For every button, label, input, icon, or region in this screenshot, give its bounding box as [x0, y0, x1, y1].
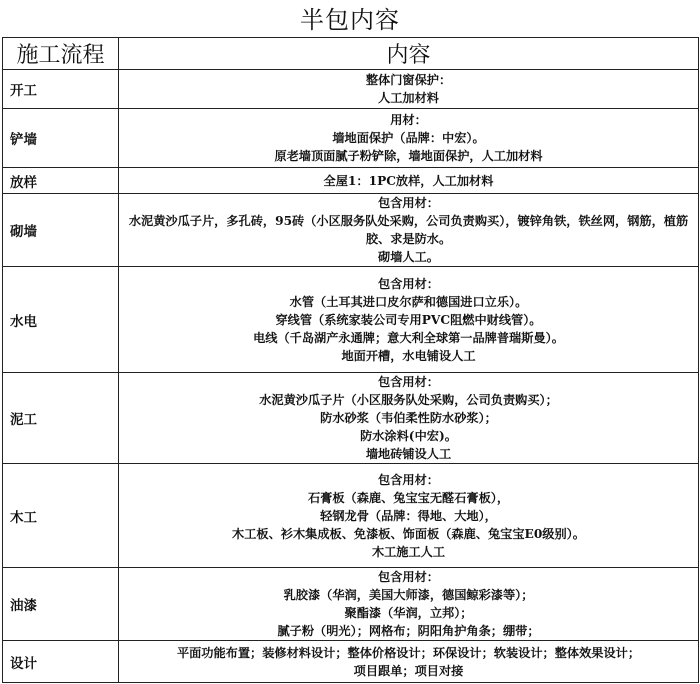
content-line: 穿线管（系统家装公司专用PVC阻燃中财线管）。: [275, 312, 542, 327]
table-row: [3, 267, 699, 373]
content-cell: [119, 568, 699, 641]
content-line: 水泥黄沙瓜子片，多孔砖，95砖（小区服务队处采购，公司负责购买），镀锌角铁，铁丝网，钢筋，植筋胶、求是防水。: [128, 214, 689, 246]
content-cell: [119, 168, 699, 194]
content-line: 原老墙顶面腻子粉铲除，墙地面保护，人工加材料: [274, 149, 543, 163]
stage-cell: 放样: [3, 168, 119, 194]
content-line: 聚酯漆（华润，立邦）；: [344, 606, 473, 620]
stage-cell: 泥工: [3, 373, 119, 464]
content-line: 电线（千岛湖产永通牌；意大利全球第一品牌普瑞斯曼）。: [253, 330, 564, 345]
content-line: 墙地砖铺设人工: [365, 447, 452, 461]
content-line: 全屋1：1PC放样，人工加材料: [323, 173, 494, 188]
stage-cell: 铲墙: [3, 109, 119, 168]
stage-cell: 水电: [3, 267, 119, 373]
stage-cell: 砌墙: [3, 194, 119, 267]
content-line: 平面功能布置；装修材料设计；整体价格设计；环保设计；软装设计；整体效果设计；: [176, 645, 641, 660]
content-line: 木工施工人工: [371, 544, 446, 559]
content-line: 砌墙人工。: [378, 250, 439, 264]
content-line: 轻钢龙骨（品牌：得地、大地），: [320, 508, 497, 523]
table-row: [3, 168, 699, 194]
content-line: 石膏板（森鹿、兔宝宝无醛石膏板），: [307, 490, 510, 505]
content-cell: [119, 464, 699, 568]
content-line: 整体门窗保护：: [365, 73, 452, 87]
content-line: 包含用材：: [378, 276, 439, 291]
content-cell: [119, 373, 699, 464]
content-line: 包含用材：: [378, 570, 439, 584]
content-line: 腻子粉（明光）；网格布；阴阳角护角条；绷带；: [277, 624, 540, 638]
content-line: 项目跟单；项目对接: [353, 663, 464, 678]
content-line: 乳胶漆（华润，美国大师漆，德国鲸彩漆等）；: [283, 588, 534, 602]
stage-cell: 设计: [3, 641, 119, 683]
content-cell: [119, 641, 699, 683]
content-line: 水管（土耳其进口皮尔萨和德国进口立乐）。: [289, 294, 528, 309]
content-line: 包含用材：: [378, 375, 439, 389]
content-line: 地面开槽，水电铺设人工: [341, 348, 476, 363]
content-line: 水泥黄沙瓜子片（小区服务队处采购，公司负责购买）；: [259, 393, 558, 407]
table-row: [3, 641, 699, 683]
table-row: [3, 464, 699, 568]
stage-column-header: 施工流程: [3, 38, 119, 70]
table-row: [3, 373, 699, 464]
table-row: [3, 568, 699, 641]
content-cell: [119, 267, 699, 373]
content-column-header: 内容: [119, 38, 699, 70]
table-row: [3, 194, 699, 267]
content-line: 人工加材料: [378, 91, 439, 105]
content-line: 用材：: [390, 113, 427, 127]
document-title: 半包内容: [300, 6, 400, 34]
content-cell: [119, 70, 699, 109]
table-row: [3, 70, 699, 109]
stage-cell: 开工: [3, 70, 119, 109]
content-line: 木工板、衫木集成板、免漆板、饰面板（森鹿、兔宝宝E0级别）。: [232, 526, 585, 541]
content-line: 墙地面保护（品牌：中宏）。: [332, 131, 485, 145]
content-cell: [119, 109, 699, 168]
stage-cell: 油漆: [3, 568, 119, 641]
content-line: 防水涂料(中宏)。: [360, 429, 457, 443]
table-row: [3, 109, 699, 168]
construction-table: [2, 37, 699, 683]
content-cell: [119, 194, 699, 267]
content-line: 包含用材：: [378, 196, 439, 210]
content-line: 防水砂浆（韦伯柔性防水砂浆）；: [320, 411, 497, 425]
stage-cell: 木工: [3, 464, 119, 568]
header-row: [3, 38, 699, 70]
content-line: 包含用材：: [378, 472, 439, 487]
